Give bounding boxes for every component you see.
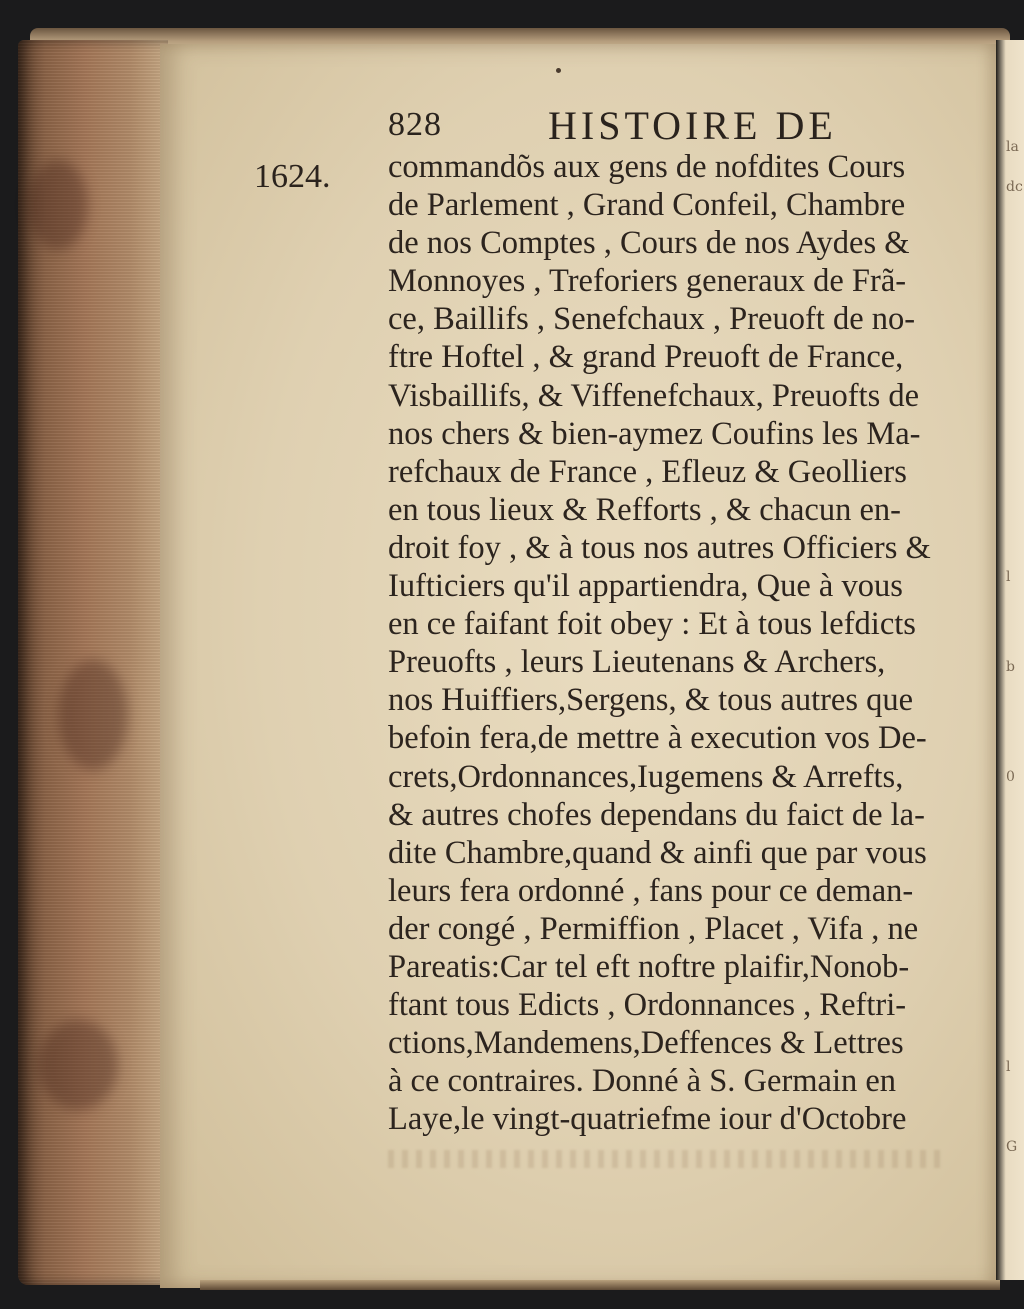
running-title: HISTOIRE DE [548, 103, 837, 148]
facing-page-glyph: G [1006, 1139, 1018, 1155]
printer-mark [556, 68, 561, 73]
facing-page-glyph: l [1006, 1059, 1011, 1075]
text-line: de nos Comptes , Cours de nos Aydes & [388, 225, 910, 262]
book-fore-edge [18, 40, 168, 1285]
text-line: en tous lieux & Refforts , & chacun en- [388, 491, 901, 528]
facing-page-glyph: l [1006, 569, 1011, 585]
margin-year-note: 1624. [254, 158, 331, 195]
text-line: dite Chambre,quand & ainfi que par vous [388, 834, 927, 871]
body-text [388, 148, 988, 1138]
text-line: Monnoyes , Treforiers generaux de Frã- [388, 263, 907, 300]
text-line: Iufticiers qu'il appartiendra, Que à vous [388, 568, 903, 605]
text-line: en ce faifant foit obey : Et à tous lefdicts [388, 606, 916, 643]
text-line: Laye,le vingt-quatriefme iour d'Octobre [388, 1101, 907, 1138]
text-line: droit foy , & à tous nos autres Officiers & [388, 529, 931, 566]
text-line: refchaux de France , Efleuz & Geolliers [388, 453, 907, 490]
text-line: à ce contraires. Donné à S. Germain en [388, 1063, 897, 1100]
text-line: nos Huiffiers,Sergens, & tous autres que [388, 682, 914, 719]
page-number: 828 [388, 106, 442, 143]
text-line: de Parlement , Grand Confeil, Chambre [388, 187, 906, 224]
text-line: Pareatis:Car tel eft noftre plaifir,Nonob- [388, 948, 910, 985]
text-line: leurs fera ordonné , fans pour ce deman- [388, 872, 914, 909]
text-line: ctions,Mandemens,Deffences & Lettres [388, 1025, 904, 1062]
facing-page-glyph: dc [1006, 179, 1023, 195]
text-line: Preuofts , leurs Lieutenans & Archers, [388, 644, 886, 681]
bleed-through-smudge [388, 1150, 948, 1168]
facing-page-glyph: b [1006, 659, 1015, 675]
text-line: ce, Baillifs , Senefchaux , Preuoft de no- [388, 301, 916, 338]
running-head [388, 102, 968, 146]
text-line: befoin fera,de mettre à execution vos De- [388, 720, 927, 757]
facing-page-glyph: la [1006, 139, 1019, 155]
text-line: ftre Hoftel , & grand Preuoft de France, [388, 339, 904, 376]
text-line: commandõs aux gens de nofdites Cours [388, 149, 906, 185]
text-line: Visbaillifs, & Viffenefchaux, Preuofts de [388, 377, 920, 414]
facing-page-glyph: 0 [1006, 769, 1015, 785]
text-line: crets,Ordonnances,Iugemens & Arrefts, [388, 758, 904, 795]
text-line: & autres chofes dependans du faict de la- [388, 796, 925, 833]
page-block-bottom-edge [200, 1280, 1000, 1290]
text-line: der congé , Permiffion , Placet , Vifa , ne [388, 910, 919, 947]
text-line: ftant tous Edicts , Ordonnances , Reftri- [388, 987, 907, 1024]
text-line: nos chers & bien-aymez Coufins les Ma- [388, 415, 921, 452]
